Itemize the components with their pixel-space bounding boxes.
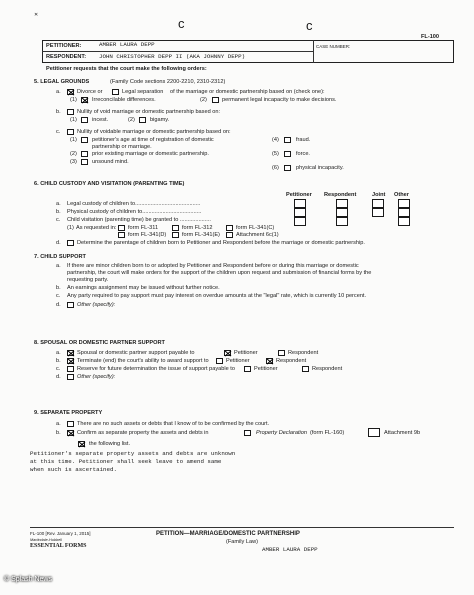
physical-custody-other-checkbox[interactable] [398,208,410,217]
section-7-title: 7. CHILD SUPPORT [34,254,86,260]
physical-incapacity-checkbox[interactable] [284,165,291,171]
age-label: petitioner's age at time of registration of domestic [92,137,214,143]
force-label: force. [296,151,310,157]
legal-custody-other-checkbox[interactable] [398,199,410,208]
legal-separation-checkbox[interactable] [112,89,119,95]
bigamy-checkbox[interactable] [139,117,146,123]
item-label: (2) [200,97,207,103]
child-support-c: Any party required to pay support must pay interest on overdue amounts at the "legal" rate, which is currently 10 percent. [67,293,367,299]
physical-incapacity-label: physical incapacity. [296,165,344,171]
child-support-a2: partnership, the court will make orders for the support of the children upon request and submission of financial forms by the [67,270,372,276]
terminate-label: Terminate (end) the court's ability to award support to [77,358,209,364]
visitation-label: Child visitation (parenting time) be granted to .................... [67,217,211,223]
divorce-label: Divorce or [77,89,103,95]
parentage-label: Determine the parentage of children born to Petitioner and Respondent before the marriage or domestic partnership. [77,240,365,246]
item-label: c. [56,293,61,299]
attachment-9b-checkbox[interactable] [368,428,380,437]
grounds-text: of the marriage or domestic partnership based on (check one): [170,89,325,95]
section-9-title: 9. SEPARATE PROPERTY [34,410,103,416]
divorce-checkbox[interactable] [67,89,74,95]
prior-marriage-checkbox[interactable] [81,151,88,157]
footer-title: PETITION—MARRIAGE/DOMESTIC PARTNERSHIP [156,531,300,537]
revision-label: FL-100 [Rev. January 1, 2015] [30,531,91,536]
item-label: b. [56,109,61,115]
section-5-title: 5. LEGAL GROUNDS [34,79,90,85]
item-label: a. [56,350,61,356]
prior-marriage-label: prior existing marriage or domestic partnership. [92,151,209,157]
fl341e-checkbox[interactable] [172,232,179,238]
parentage-checkbox[interactable] [67,240,74,246]
intro-text: Petitioner requests that the court make the following orders: [46,66,207,72]
item-label: a. [56,201,61,207]
item-label: (3) [70,159,77,165]
item-label: (6) [272,165,279,171]
no-assets-label: There are no such assets or debts that I know of to be confirmed by the court. [77,421,270,427]
age-checkbox[interactable] [81,137,88,143]
child-support-a: If there are minor children born to or adopted by Petitioner and Respondent before or during this marriage or domestic [67,263,359,269]
visitation-petitioner-checkbox[interactable] [294,217,306,226]
item-label: c. [56,129,61,135]
petitioner-value: AMBER LAURA DEPP [99,41,155,48]
property-declaration-label: Property Declaration [256,430,307,436]
support-petitioner-checkbox[interactable] [224,350,231,356]
child-support-other-label: Other (specify): [77,302,116,308]
visitation-respondent-checkbox[interactable] [336,217,348,226]
requested-in-label: As requested in: [76,225,117,231]
item-label: b. [56,358,61,364]
case-number-label: CASE NUMBER: [316,44,351,49]
fl312-label: form FL-312 [182,225,213,231]
item-label: d. [56,374,61,380]
fl341e-label: form FL-341(E) [182,232,220,238]
typed-statement-line2: at this time. Petitioner shall seek leave to amend same [30,458,222,465]
age-label-cont: partnership or marriage. [92,144,152,150]
physical-custody-joint-checkbox[interactable] [372,208,384,217]
visitation-other-checkbox[interactable] [398,217,410,226]
item-label: d. [56,302,61,308]
respondent-label: RESPONDENT: [46,54,87,60]
hole-punch-mark: ᴄ [178,16,185,31]
spousal-other-checkbox[interactable] [67,374,74,380]
no-assets-checkbox[interactable] [67,421,74,427]
reserve-label: Reserve for future determination the issue of support payable to [77,366,235,372]
support-respondent-label: Respondent [288,350,319,356]
respondent-value: JOHN CHRISTOPHER DEPP II (AKA JOHNNY DEPP) [99,53,246,60]
legal-custody-label: Legal custody of children to.......................................... [67,201,201,207]
support-petitioner-label: Petitioner [234,350,258,356]
physical-custody-respondent-checkbox[interactable] [336,208,348,217]
col-respondent: Respondent [324,192,357,198]
child-support-b: An earnings assignment may be issued without further notice. [67,285,220,291]
fl341c-checkbox[interactable] [226,225,233,231]
fraud-checkbox[interactable] [284,137,291,143]
scan-mark: ✕ [34,12,39,18]
physical-custody-petitioner-checkbox[interactable] [294,208,306,217]
legal-custody-respondent-checkbox[interactable] [336,199,348,208]
fraud-label: fraud. [296,137,311,143]
confirm-separate-checkbox[interactable] [67,430,74,436]
incest-label: incest. [92,117,109,123]
attachment-9b-label: Attachment 9b [384,430,421,436]
fl341d-label: form FL-341(D) [128,232,167,238]
following-list-checkbox[interactable] [78,441,85,447]
item-label: (1) [70,137,77,143]
section-6-title: 6. CHILD CUSTODY AND VISITATION (PARENTING TIME) [34,181,185,187]
typed-statement-line3: when such is ascertained. [30,466,117,473]
support-payable-label: Spousal or domestic partner support payable to [77,350,195,356]
spousal-other-label: Other (specify): [77,374,116,380]
incapacity-label: permanent legal incapacity to make decisions. [222,97,337,103]
unsound-mind-checkbox[interactable] [81,159,88,165]
item-label: (1) [67,225,74,231]
void-nullity-checkbox[interactable] [67,109,74,115]
terminate-checkbox[interactable] [67,358,74,364]
reserve-petitioner-checkbox[interactable] [244,366,251,372]
voidable-nullity-checkbox[interactable] [67,129,74,135]
divider [42,51,313,52]
item-label: (5) [272,151,279,157]
incapacity-checkbox[interactable] [212,97,219,103]
physical-custody-label: Physical custody of children to...................................... [67,209,202,215]
item-label: c. [56,217,61,223]
child-support-other-checkbox[interactable] [67,302,74,308]
support-payable-checkbox[interactable] [67,350,74,356]
item-label: (2) [128,117,135,123]
item-label: (1) [70,117,77,123]
child-support-a3: requesting party. [67,277,109,283]
item-label: a. [56,89,61,95]
footer-name: AMBER LAURA DEPP [262,546,318,553]
typed-statement-line1: Petitioner's separate property assets and debts are unknown [30,450,236,457]
brand-logo: ESSENTIAL FORMS [30,543,87,549]
terminate-respondent-checkbox[interactable] [266,358,273,364]
item-label: (1) [70,97,77,103]
support-respondent-checkbox[interactable] [278,350,285,356]
footer-subtitle: (Family Law) [226,539,259,545]
following-list-label: the following list. [89,441,131,447]
fl341d-checkbox[interactable] [118,232,125,238]
terminate-petitioner-checkbox[interactable] [216,358,223,364]
hole-punch-mark: ᴄ [306,18,313,33]
force-checkbox[interactable] [284,151,291,157]
reserve-petitioner-label: Petitioner [254,366,278,372]
fl311-checkbox[interactable] [118,225,125,231]
item-label: a. [56,421,61,427]
legal-custody-petitioner-checkbox[interactable] [294,199,306,208]
confirm-separate-label: Confirm as separate property the assets and debts in [77,430,209,436]
item-label: a. [56,263,61,269]
void-nullity-label: Nullity of void marriage or domestic partnership based on: [77,109,221,115]
section-5-note: (Family Code sections 2200-2210, 2310-2312) [110,79,226,85]
terminate-respondent-label: Respondent [276,358,307,364]
fl311-label: form FL-311 [128,225,159,231]
watermark: © Splash News [4,576,52,583]
item-label: (2) [70,151,77,157]
bigamy-label: bigamy. [150,117,170,123]
irreconcilable-label: Irreconcilable differences. [92,97,156,103]
unsound-mind-label: unsound mind. [92,159,129,165]
terminate-petitioner-label: Petitioner [226,358,250,364]
attachment-6c-label: Attachment 6c(1) [236,232,279,238]
legal-separation-label: Legal separation [122,89,164,95]
col-petitioner: Petitioner [286,192,312,198]
item-label: d. [56,240,61,246]
item-label: b. [56,285,61,291]
attachment-6c-checkbox[interactable] [226,232,233,238]
col-joint: Joint [372,192,386,198]
divider [313,40,314,63]
property-declaration-checkbox[interactable] [244,430,251,436]
legal-custody-joint-checkbox[interactable] [372,199,384,208]
irreconcilable-checkbox[interactable] [81,97,88,103]
item-label: b. [56,430,61,436]
petitioner-label: PETITIONER: [46,43,82,49]
footer-rule [30,527,454,528]
reserve-respondent-label: Respondent [312,366,343,372]
item-label: c. [56,366,61,372]
reserve-checkbox[interactable] [67,366,74,372]
incest-checkbox[interactable] [81,117,88,123]
col-other: Other [394,192,409,198]
section-8-title: 8. SPOUSAL OR DOMESTIC PARTNER SUPPORT [34,340,165,346]
form-id: FL-100 [421,34,440,40]
property-declaration-form: (form FL-160) [310,430,345,436]
item-label: b. [56,209,61,215]
item-label: (4) [272,137,279,143]
reserve-respondent-checkbox[interactable] [302,366,309,372]
fl341c-label: form FL-341(C) [236,225,275,231]
voidable-nullity-label: Nullity of voidable marriage or domestic partnership based on: [77,129,231,135]
brand-small: Martindale-Hubbell [30,538,62,542]
fl312-checkbox[interactable] [172,225,179,231]
